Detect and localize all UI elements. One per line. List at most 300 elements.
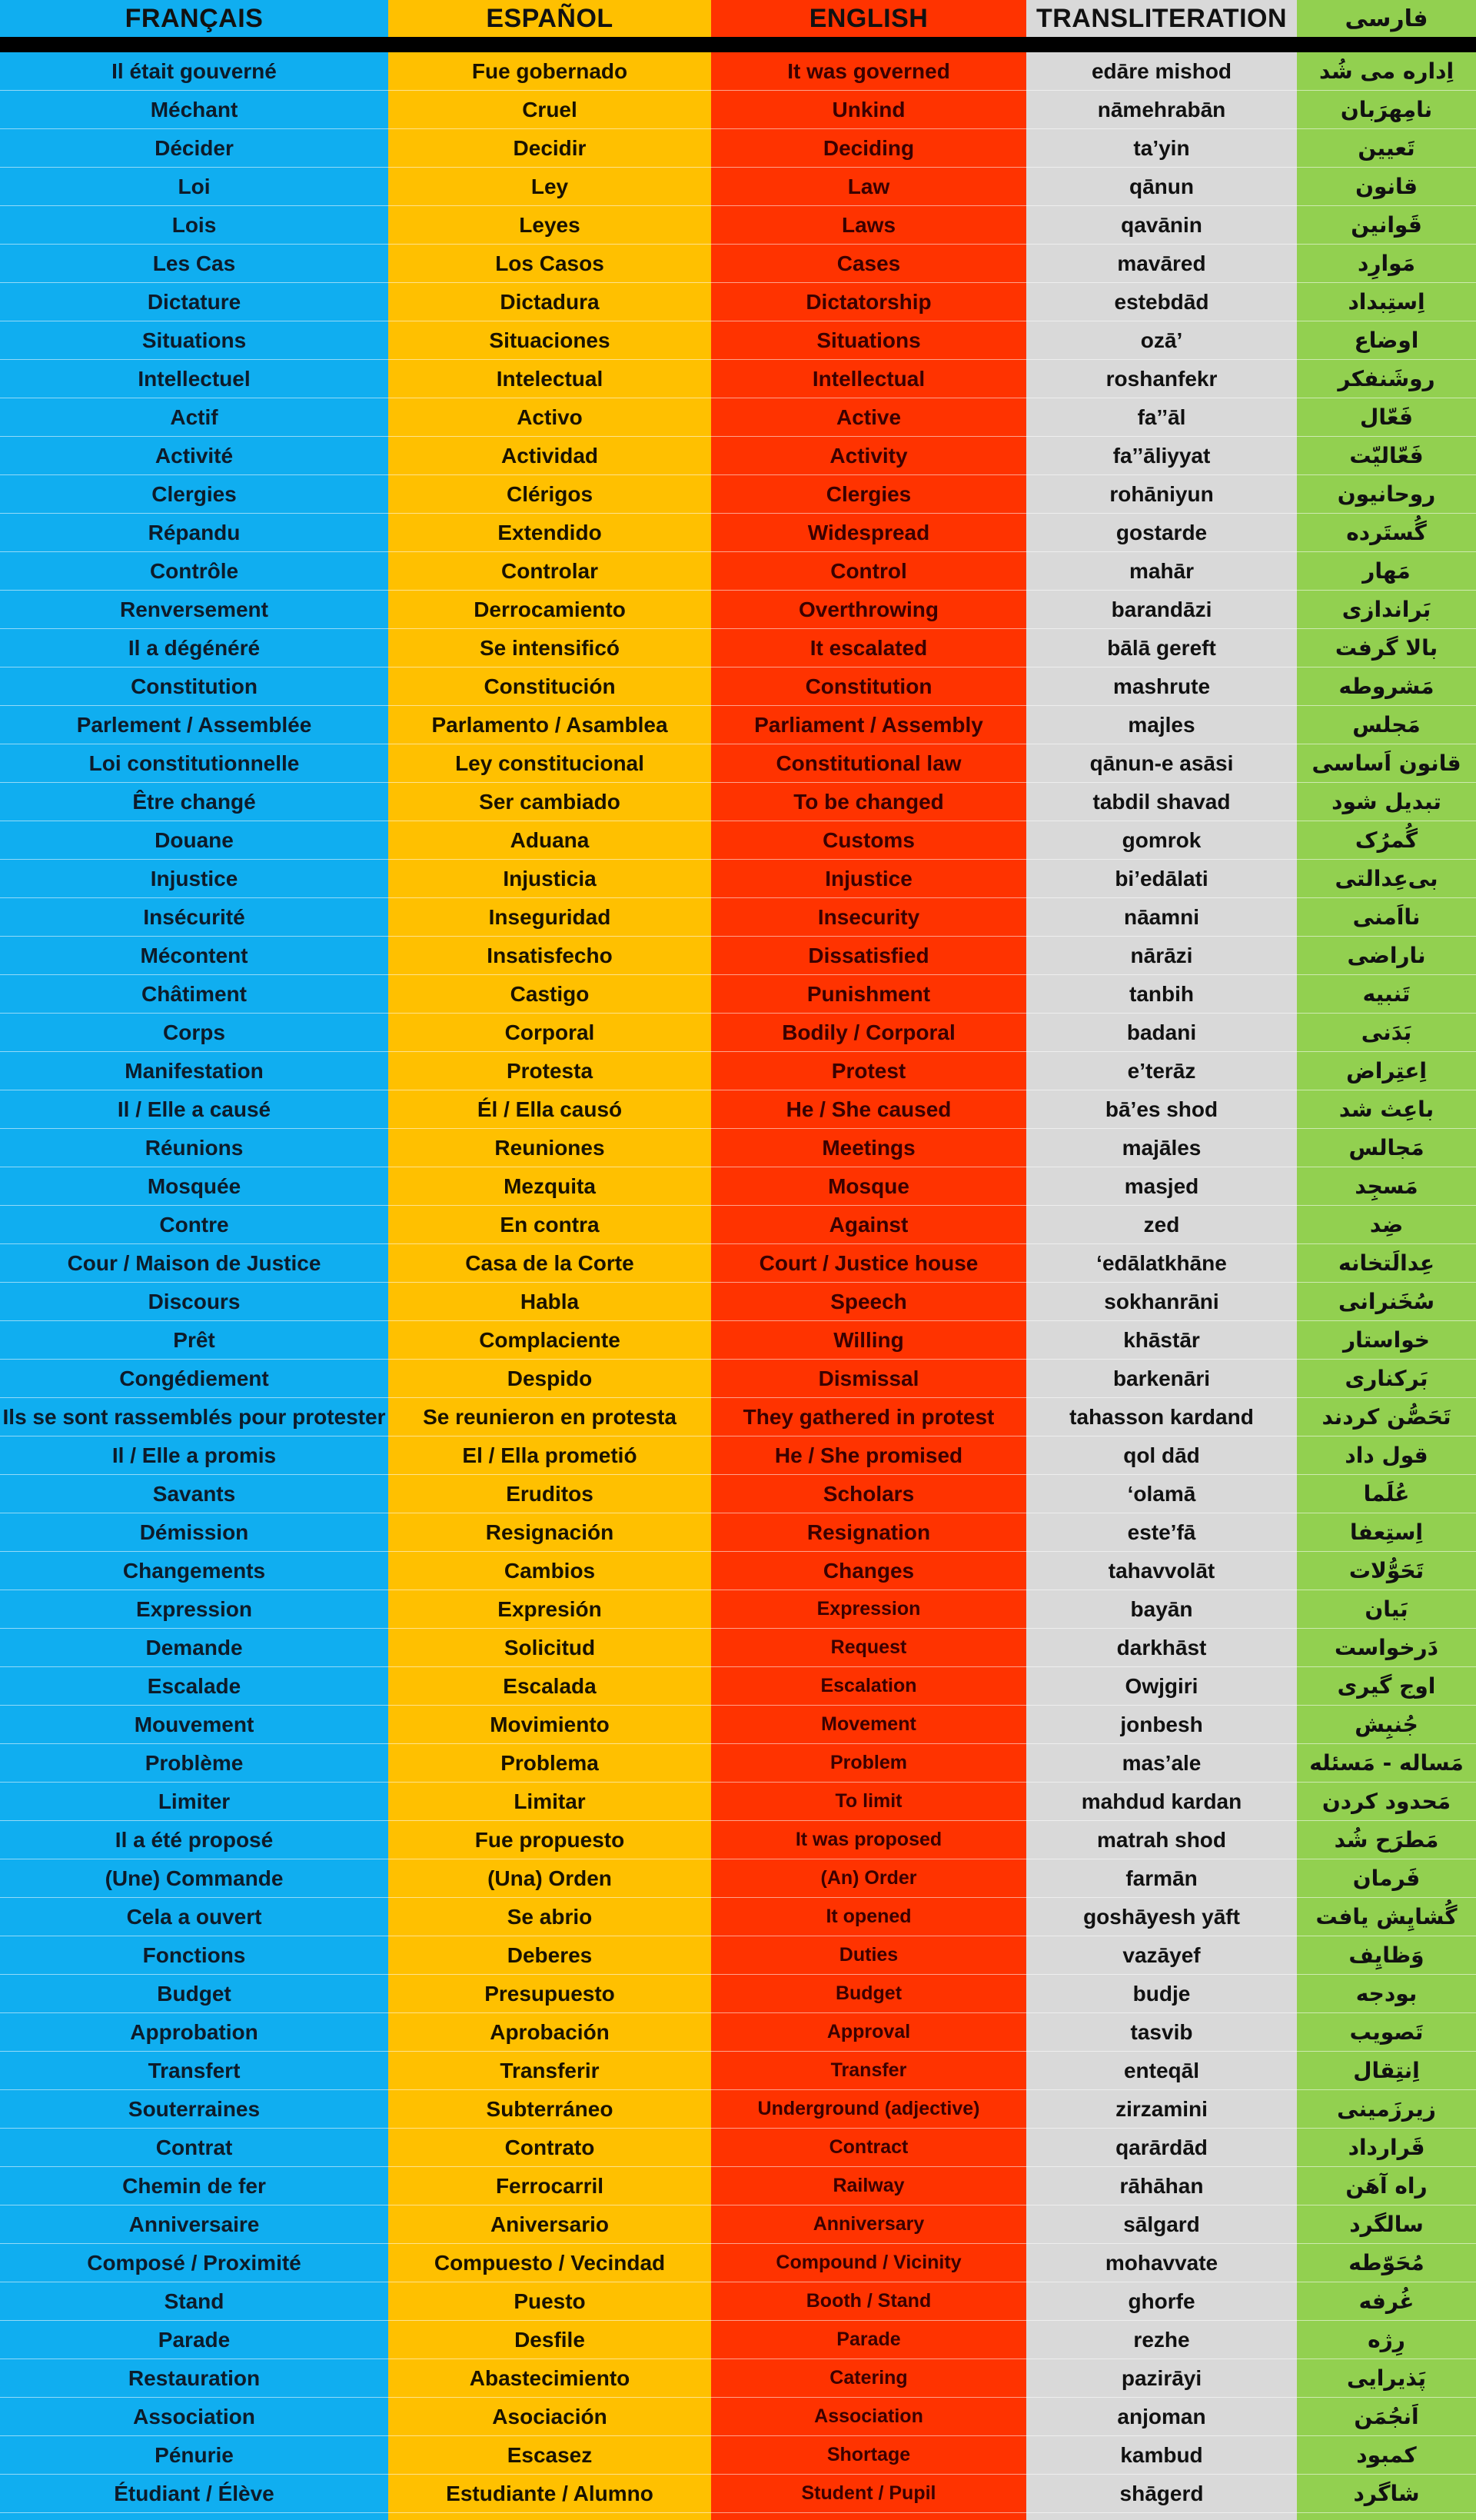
- cell-transliteration: Owjgiri: [1026, 1667, 1297, 1706]
- cell-spanish: Fue gobernado: [388, 52, 711, 91]
- cell-transliteration: estebdād: [1026, 283, 1297, 321]
- cell-persian: تَصویب: [1297, 2013, 1476, 2052]
- cell-transliteration: bi’edālati: [1026, 860, 1297, 898]
- cell-transliteration: ta’yin: [1026, 129, 1297, 168]
- cell-french: Contrôle: [0, 552, 388, 591]
- cell-french: Les Cas: [0, 245, 388, 283]
- cell-transliteration: nārāzi: [1026, 937, 1297, 975]
- cell-persian: عِدالَتخانه: [1297, 1244, 1476, 1283]
- cell-french: Douane: [0, 821, 388, 860]
- cell-french: Méchant: [0, 91, 388, 129]
- cell-persian: مَوارِد: [1297, 245, 1476, 283]
- header-persian: فارسی: [1297, 0, 1476, 37]
- cell-spanish: Ser cambiado: [388, 783, 711, 821]
- cell-english: Escalation: [711, 1667, 1026, 1706]
- cell-french: Être changé: [0, 783, 388, 821]
- cell-persian: تَحَوُّلات: [1297, 1552, 1476, 1590]
- cell-persian: مَحدود کردن: [1297, 1783, 1476, 1821]
- cell-english: He / She caused: [711, 1090, 1026, 1129]
- cell-transliteration: mashrute: [1026, 667, 1297, 706]
- column-spanish: [388, 52, 711, 2520]
- cell-transliteration: este’fā: [1026, 1513, 1297, 1552]
- cell-spanish: Aprobación: [388, 2013, 711, 2052]
- cell-spanish: Asociación: [388, 2398, 711, 2436]
- cell-spanish: Situaciones: [388, 321, 711, 360]
- cell-transliteration: rāhāhan: [1026, 2167, 1297, 2205]
- cell-persian: سُخَنرانی: [1297, 1283, 1476, 1321]
- cell-transliteration: gostarde: [1026, 514, 1297, 552]
- cell-persian: اوج گیری: [1297, 1667, 1476, 1706]
- cell-persian: گُشایِش یافت: [1297, 1898, 1476, 1936]
- cell-persian: بودجه: [1297, 1975, 1476, 2013]
- cell-spanish: Los Casos: [388, 245, 711, 283]
- cell-french: Discours: [0, 1283, 388, 1321]
- cell-transliteration: matrah shod: [1026, 1821, 1297, 1859]
- cell-english: Bodily / Corporal: [711, 1014, 1026, 1052]
- cell-transliteration: goshāyesh yāft: [1026, 1898, 1297, 1936]
- cell-french: Limiter: [0, 1783, 388, 1821]
- cell-english: Budget: [711, 1975, 1026, 2013]
- cell-persian: روشَنفکر: [1297, 360, 1476, 398]
- cell-english: Changes: [711, 1552, 1026, 1590]
- cell-persian: ضِد: [1297, 1206, 1476, 1244]
- cell-english: Unkind: [711, 91, 1026, 129]
- cell-english: Dictatorship: [711, 283, 1026, 321]
- cell-english: It was governed: [711, 52, 1026, 91]
- header-french: FRANÇAIS: [0, 0, 388, 37]
- cell-spanish: Escalada: [388, 1667, 711, 1706]
- cell-transliteration: nāmehrabān: [1026, 91, 1297, 129]
- cell-french: Cela a ouvert: [0, 1898, 388, 1936]
- cell-spanish: Ley constitucional: [388, 744, 711, 783]
- cell-transliteration: mohavvate: [1026, 2244, 1297, 2282]
- cell-spanish: Intelectual: [388, 360, 711, 398]
- cell-french: Manifestation: [0, 1052, 388, 1090]
- cell-persian: بَراندازی: [1297, 591, 1476, 629]
- cell-spanish: (Una) Orden: [388, 1859, 711, 1898]
- cell-persian: بَرکناری: [1297, 1360, 1476, 1398]
- cell-persian: گُمرُک: [1297, 821, 1476, 860]
- table-body: [0, 52, 1476, 2520]
- cell-persian: قَرارداد: [1297, 2129, 1476, 2167]
- cell-transliteration: zed: [1026, 1206, 1297, 1244]
- cell-persian: بَیان: [1297, 1590, 1476, 1629]
- cell-transliteration: fa’’āl: [1026, 398, 1297, 437]
- cell-persian: بالا گرفت: [1297, 629, 1476, 667]
- cell-persian: قانون اَساسی: [1297, 744, 1476, 783]
- cell-french: Répandu: [0, 514, 388, 552]
- cell-persian: مَساله - مَسئله: [1297, 1744, 1476, 1783]
- cell-persian: اِعتِراض: [1297, 1052, 1476, 1090]
- cell-spanish: Mezquita: [388, 1167, 711, 1206]
- cell-spanish: Expresión: [388, 1590, 711, 1629]
- cell-english: Parliament / Assembly: [711, 706, 1026, 744]
- cell-spanish: Injusticia: [388, 860, 711, 898]
- cell-french: (Une) Commande: [0, 1859, 388, 1898]
- cell-persian: عُلَما: [1297, 1475, 1476, 1513]
- cell-spanish: Casa de la Corte: [388, 1244, 711, 1283]
- cell-spanish: Protesta: [388, 1052, 711, 1090]
- cell-transliteration: mahdud kardan: [1026, 1783, 1297, 1821]
- cell-persian: باعِث شد: [1297, 1090, 1476, 1129]
- cell-spanish: Solicitud: [388, 1629, 711, 1667]
- cell-english: Parade: [711, 2321, 1026, 2359]
- cell-transliteration: mavāred: [1026, 245, 1297, 283]
- cell-transliteration: ‘olamā: [1026, 1475, 1297, 1513]
- cell-transliteration: gomrok: [1026, 821, 1297, 860]
- cell-english: Insecurity: [711, 898, 1026, 937]
- cell-english: Scholars: [711, 1475, 1026, 1513]
- cell-spanish: Resignación: [388, 1513, 711, 1552]
- cell-french: Il / Elle a promis: [0, 1436, 388, 1475]
- cell-transliteration: tasvib: [1026, 2013, 1297, 2052]
- cell-persian: مَشروطه: [1297, 667, 1476, 706]
- cell-french: Constitution: [0, 667, 388, 706]
- cell-french: Expression: [0, 1590, 388, 1629]
- cell-persian: مَجلس: [1297, 706, 1476, 744]
- cell-french: Dictature: [0, 283, 388, 321]
- cell-english: Catering: [711, 2359, 1026, 2398]
- cell-english: Overthrowing: [711, 591, 1026, 629]
- cell-english: Booth / Stand: [711, 2282, 1026, 2321]
- cell-spanish: Decidir: [388, 129, 711, 168]
- cell-english: Association: [711, 2398, 1026, 2436]
- cell-persian: تبدیل شود: [1297, 783, 1476, 821]
- cell-french: Restauration: [0, 2359, 388, 2398]
- cell-french: Il était gouverné: [0, 52, 388, 91]
- cell-transliteration: mahār: [1026, 552, 1297, 591]
- cell-persian: دَرخواست: [1297, 1629, 1476, 1667]
- cell-french: Demande: [0, 1629, 388, 1667]
- cell-persian: تَحَصُّن کردند: [1297, 1398, 1476, 1436]
- cell-english: Court / Justice house: [711, 1244, 1026, 1283]
- cell-french: Escalade: [0, 1667, 388, 1706]
- cell-persian: فَعّال: [1297, 398, 1476, 437]
- cell-persian: مَهار: [1297, 552, 1476, 591]
- cell-english: Protest: [711, 1052, 1026, 1090]
- cell-french: Savants: [0, 1475, 388, 1513]
- cell-spanish: Parlamento / Asamblea: [388, 706, 711, 744]
- cell-persian: سالگرد: [1297, 2205, 1476, 2244]
- cell-spanish: Problema: [388, 1744, 711, 1783]
- cell-french: Situations: [0, 321, 388, 360]
- cell-english: Anniversary: [711, 2205, 1026, 2244]
- cell-french: Activité: [0, 437, 388, 475]
- cell-transliteration: masjed: [1026, 1167, 1297, 1206]
- cell-spanish: Complaciente: [388, 1321, 711, 1360]
- cell-transliteration: jonbesh: [1026, 1706, 1297, 1744]
- cell-spanish: Clérigos: [388, 475, 711, 514]
- cell-spanish: Se intensificó: [388, 629, 711, 667]
- cell-spanish: Aduana: [388, 821, 711, 860]
- cell-persian: قول داد: [1297, 1436, 1476, 1475]
- column-persian: [1297, 52, 1476, 2520]
- cell-transliteration: barkenāri: [1026, 1360, 1297, 1398]
- cell-french: Contre: [0, 1206, 388, 1244]
- cell-persian: پَذیرایی: [1297, 2359, 1476, 2398]
- cell-english: Injustice: [711, 860, 1026, 898]
- cell-transliteration: sokhanrāni: [1026, 1283, 1297, 1321]
- cell-spanish: Insatisfecho: [388, 937, 711, 975]
- cell-english: Dismissal: [711, 1360, 1026, 1398]
- cell-spanish: Corporal: [388, 1014, 711, 1052]
- cell-transliteration: pazirāyi: [1026, 2359, 1297, 2398]
- cell-persian: رِژه: [1297, 2321, 1476, 2359]
- cell-transliteration: majles: [1026, 706, 1297, 744]
- cell-french: Association: [0, 2398, 388, 2436]
- cell-english: Resignation: [711, 1513, 1026, 1552]
- cell-english: They gathered in protest: [711, 1398, 1026, 1436]
- cell-french: Il / Elle a causé: [0, 1090, 388, 1129]
- cell-persian: اوضاع: [1297, 321, 1476, 360]
- cell-english: It opened: [711, 1898, 1026, 1936]
- cell-spanish: Estudiante / Alumno: [388, 2475, 711, 2513]
- cell-persian: گُستَرده: [1297, 514, 1476, 552]
- cell-persian: جُنبِش: [1297, 1706, 1476, 1744]
- cell-transliteration: enteqāl: [1026, 2052, 1297, 2090]
- column-french: [0, 52, 388, 2520]
- cell-spanish: Leyes: [388, 206, 711, 245]
- cell-persian: اِستِعفا: [1297, 1513, 1476, 1552]
- cell-english: To be changed: [711, 783, 1026, 821]
- cell-french: Décider: [0, 129, 388, 168]
- cell-french: Contrat: [0, 2129, 388, 2167]
- cell-french: Loi constitutionnelle: [0, 744, 388, 783]
- cell-spanish: Activo: [388, 398, 711, 437]
- cell-english: Willing: [711, 1321, 1026, 1360]
- cell-english: Mosque: [711, 1167, 1026, 1206]
- cell-french: Loi: [0, 168, 388, 206]
- cell-spanish: Él / Ella causó: [388, 1090, 711, 1129]
- cell-spanish: Cambios: [388, 1552, 711, 1590]
- cell-french: Problème: [0, 1744, 388, 1783]
- cell-english: Contract: [711, 2129, 1026, 2167]
- cell-french: Stand: [0, 2282, 388, 2321]
- cell-transliteration: anjoman: [1026, 2398, 1297, 2436]
- cell-french: Réunions: [0, 1129, 388, 1167]
- cell-persian: اَنجُمَن: [1297, 2398, 1476, 2436]
- cell-persian: بَدَنی: [1297, 1014, 1476, 1052]
- header-row: [0, 0, 1476, 37]
- cell-spanish: Se reunieron en protesta: [388, 1398, 711, 1436]
- cell-spanish: Puesto: [388, 2282, 711, 2321]
- cell-transliteration: fa’’āliyyat: [1026, 437, 1297, 475]
- cell-french: Étudiant / Élève: [0, 2475, 388, 2513]
- cell-transliteration: zirzamini: [1026, 2090, 1297, 2129]
- cell-french: Parlement / Assemblée: [0, 706, 388, 744]
- cell-english: Speech: [711, 1283, 1026, 1321]
- cell-spanish: Actividad: [388, 437, 711, 475]
- cell-transliteration: tabdil shavad: [1026, 783, 1297, 821]
- cell-persian: مَسجِد: [1297, 1167, 1476, 1206]
- cell-persian: مَجالس: [1297, 1129, 1476, 1167]
- cell-french: Ils se sont rassemblés pour protester: [0, 1398, 388, 1436]
- cell-persian: تَعیین: [1297, 129, 1476, 168]
- cell-transliteration: majāles: [1026, 1129, 1297, 1167]
- cell-persian: فَعّالیّت: [1297, 437, 1476, 475]
- cell-persian: قانون: [1297, 168, 1476, 206]
- cell-persian: قَوانین: [1297, 206, 1476, 245]
- cell-spanish: El / Ella prometió: [388, 1436, 711, 1475]
- cell-persian: راه آهَن: [1297, 2167, 1476, 2205]
- cell-french: Mosquée: [0, 1167, 388, 1206]
- cell-transliteration: vazāyef: [1026, 1936, 1297, 1975]
- cell-spanish: Se abrio: [388, 1898, 711, 1936]
- cell-transliteration: qol dād: [1026, 1436, 1297, 1475]
- cell-english: To limit: [711, 1783, 1026, 1821]
- cell-english: Punishment: [711, 975, 1026, 1014]
- cell-transliteration: kambud: [1026, 2436, 1297, 2475]
- cell-french: Mouvement: [0, 1706, 388, 1744]
- cell-transliteration: bā’es shod: [1026, 1090, 1297, 1129]
- cell-spanish: Eruditos: [388, 1475, 711, 1513]
- cell-french: Parade: [0, 2321, 388, 2359]
- cell-persian: کمبود: [1297, 2436, 1476, 2475]
- cell-transliteration: qavānin: [1026, 206, 1297, 245]
- cell-persian: نااَمنی: [1297, 898, 1476, 937]
- cell-french: Souterraines: [0, 2090, 388, 2129]
- cell-transliteration: badani: [1026, 1014, 1297, 1052]
- cell-french: Transfert: [0, 2052, 388, 2090]
- cell-spanish: Ferrocarril: [388, 2167, 711, 2205]
- cell-transliteration: qānun: [1026, 168, 1297, 206]
- column-english: [711, 52, 1026, 2520]
- cell-french: Chemin de fer: [0, 2167, 388, 2205]
- cell-transliteration: budje: [1026, 1975, 1297, 2013]
- cell-transliteration: darkhāst: [1026, 1629, 1297, 1667]
- cell-transliteration: bayān: [1026, 1590, 1297, 1629]
- cell-english: Activity: [711, 437, 1026, 475]
- cell-persian: اِستِبداد: [1297, 283, 1476, 321]
- cell-persian: تَنبیه: [1297, 975, 1476, 1014]
- cell-english: Expression: [711, 1590, 1026, 1629]
- cell-english: (An) Order: [711, 1859, 1026, 1898]
- cell-spanish: Aniversario: [388, 2205, 711, 2244]
- cell-spanish: Abastecimiento: [388, 2359, 711, 2398]
- cell-persian: مُحَوّطه: [1297, 2244, 1476, 2282]
- cell-french: Renversement: [0, 591, 388, 629]
- cell-english: Law: [711, 168, 1026, 206]
- cell-spanish: Ley: [388, 168, 711, 206]
- cell-transliteration: tahavvolāt: [1026, 1552, 1297, 1590]
- cell-persian: وَظایِف: [1297, 1936, 1476, 1975]
- cell-transliteration: nāamni: [1026, 898, 1297, 937]
- cell-english: Problem: [711, 1744, 1026, 1783]
- cell-spanish: Desfile: [388, 2321, 711, 2359]
- cell-persian: زیرزَمینی: [1297, 2090, 1476, 2129]
- cell-french: Clergies: [0, 475, 388, 514]
- header-spanish: ESPAÑOL: [388, 0, 711, 37]
- cell-english: Meetings: [711, 1129, 1026, 1167]
- cell-transliteration: e’terāz: [1026, 1052, 1297, 1090]
- cell-english: Dissatisfied: [711, 937, 1026, 975]
- cell-transliteration: farmān: [1026, 1859, 1297, 1898]
- cell-transliteration: sālgard: [1026, 2205, 1297, 2244]
- cell-english: Against: [711, 1206, 1026, 1244]
- cell-persian: فَرمان: [1297, 1859, 1476, 1898]
- cell-spanish: Deberes: [388, 1936, 711, 1975]
- cell-transliteration: bālā gereft: [1026, 629, 1297, 667]
- cell-french: Anniversaire: [0, 2205, 388, 2244]
- cell-english: It was proposed: [711, 1821, 1026, 1859]
- cell-english: Customs: [711, 821, 1026, 860]
- cell-french: Il a été proposé: [0, 1821, 388, 1859]
- cell-persian: مَطرَح شُد: [1297, 1821, 1476, 1859]
- cell-english: Widespread: [711, 514, 1026, 552]
- cell-english: He / She promised: [711, 1436, 1026, 1475]
- cell-transliteration: tanbih: [1026, 975, 1297, 1014]
- cell-transliteration: roshanfekr: [1026, 360, 1297, 398]
- cell-english: Laws: [711, 206, 1026, 245]
- cell-spanish: Derrocamiento: [388, 591, 711, 629]
- cell-english: Active: [711, 398, 1026, 437]
- cell-persian: غُرفه: [1297, 2282, 1476, 2321]
- cell-english: Request: [711, 1629, 1026, 1667]
- cell-persian: اِنتِقال: [1297, 2052, 1476, 2090]
- cell-french: Il a dégénéré: [0, 629, 388, 667]
- cell-english: Compound / Vicinity: [711, 2244, 1026, 2282]
- cell-spanish: Despido: [388, 1360, 711, 1398]
- cell-spanish: Contrato: [388, 2129, 711, 2167]
- cell-english: Constitutional law: [711, 744, 1026, 783]
- cell-spanish: Extendido: [388, 514, 711, 552]
- cell-persian: بی‌عِدالتی: [1297, 860, 1476, 898]
- cell-english: Cases: [711, 245, 1026, 283]
- cell-french: Changements: [0, 1552, 388, 1590]
- cell-french: Composé / Proximité: [0, 2244, 388, 2282]
- cell-english: Constitution: [711, 667, 1026, 706]
- cell-french: Fonctions: [0, 1936, 388, 1975]
- cell-transliteration: tahasson kardand: [1026, 1398, 1297, 1436]
- header-english: ENGLISH: [711, 0, 1026, 37]
- cell-french: Intellectuel: [0, 360, 388, 398]
- cell-english: Student / Pupil: [711, 2475, 1026, 2513]
- cell-english: Situations: [711, 321, 1026, 360]
- cell-french: Cour / Maison de Justice: [0, 1244, 388, 1283]
- cell-english: Movement: [711, 1706, 1026, 1744]
- cell-spanish: Subterráneo: [388, 2090, 711, 2129]
- cell-persian: خواستار: [1297, 1321, 1476, 1360]
- cell-spanish: Transferir: [388, 2052, 711, 2090]
- cell-french: Prêt: [0, 1321, 388, 1360]
- cell-transliteration: shāgerd: [1026, 2475, 1297, 2513]
- cell-french: Approbation: [0, 2013, 388, 2052]
- header-divider: [0, 37, 1476, 52]
- cell-transliteration: qānun-e asāsi: [1026, 744, 1297, 783]
- cell-french: Congédiement: [0, 1360, 388, 1398]
- cell-persian: اِداره می شُد: [1297, 52, 1476, 91]
- cell-french: Insécurité: [0, 898, 388, 937]
- cell-persian: شاگرد: [1297, 2475, 1476, 2513]
- cell-french: Pénurie: [0, 2436, 388, 2475]
- cell-french: Corps: [0, 1014, 388, 1052]
- cell-transliteration: ‘edālatkhāne: [1026, 1244, 1297, 1283]
- cell-french: Mécontent: [0, 937, 388, 975]
- cell-english: Control: [711, 552, 1026, 591]
- cell-english: It escalated: [711, 629, 1026, 667]
- cell-spanish: Constitución: [388, 667, 711, 706]
- cell-english: Underground (adjective): [711, 2090, 1026, 2129]
- cell-english: Shortage: [711, 2436, 1026, 2475]
- cell-french: Budget: [0, 1975, 388, 2013]
- cell-spanish: Presupuesto: [388, 1975, 711, 2013]
- cell-spanish: Compuesto / Vecindad: [388, 2244, 711, 2282]
- cell-french: Injustice: [0, 860, 388, 898]
- cell-transliteration: barandāzi: [1026, 591, 1297, 629]
- cell-english: Intellectual: [711, 360, 1026, 398]
- cell-french: Lois: [0, 206, 388, 245]
- cell-spanish: Movimiento: [388, 1706, 711, 1744]
